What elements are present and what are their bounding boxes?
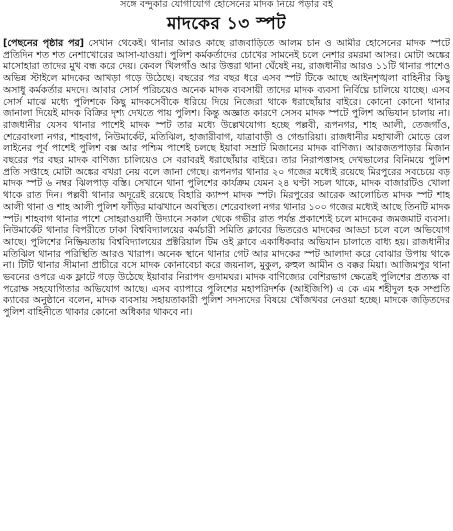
- continued-from-label: [পেছনের পৃষ্ঠার পর]: [3, 38, 84, 49]
- previous-article-cut-line: সঙ্গে বন্দুকার যোগাযোগ হোসেনের মাদক নিয়ে পড়ার বই: [120, 0, 333, 10]
- article-body: [3, 38, 450, 530]
- article-headline: মাদকের ১৩ স্পট: [166, 14, 287, 34]
- article-text: সেখান থেকেই। থানার আরও কাছে রাজবাড়িতে আলম চান ও আমীর হোসেনের মাদক স্পটে প্রতিদিন শত শত নেশাখোরের আসা-যাওয়া। পুলিশ কর্মকর্তাদের চোখের সামনেই চলে নেশার রমরমা আসর। মোটা অঙ্কের মাসোহারা তাদের মুখ বন্ধ করে দেয়। কেবল খিলগাঁও আর উত্তরা থানা ঘেঁষেই নয়, রাজধানীর আরও ১১টি থানার পাশেও অভিন্ন স্টাইলে মাদকের আখড়া গড়ে উঠেছে। বছরের পর বছর ধরে এসব স্পট টিকে আছে আইনশৃঙ্খলা বাহিনীর কিছু অসাধু কর্মকর্তার মদদে। আবার সোর্স পরিচয়েও অনেক মাদক ব্যবসায়ী তাদের মাদক ব্যবসা নির্বিঘ্নে চালিয়ে যাচ্ছে। এসব সোর্স মাঝে মধ্যে পুলিশকে কিছু মাদকসেবীকে ধরিয়ে দিয়ে নিজেরা থাকে ধরাছোঁয়ার বাইরে। কোনো কোনো থানার জানালা দিয়েই মাদক বিক্রির দৃশ্য দেখতে পায় পুলিশ। কিন্তু অজ্ঞাত কারণে সেসব মাদক স্পটে পুলিশ অভিযান চালায় না। রাজধানীর যেসব থানার পাশেই মাদক স্পট তার মধ্যে উল্লেখযোগ্য হচ্ছে পল্লবী, রূপনগর, শাহ আলী, তেজগাঁও, শেরেবাংলা নগর, শাহবাগ, নিউমার্কেট, মতিঝিল, হাজারীবাগ, যাত্রাবাড়ী ও গেন্ডারিয়া। রাজধানীর মহাখালী মোড়ে রেল লাইনের পূর্ব পাশেই পুলিশ বক্স আর পশ্চিম পাশেই চলছে ইয়াবা সম্রাট মিজানের মাদক বাণিজ্য। আরজতপাড়ার মিজান বছরের পর বছর মাদক বাণিজ্য চালিয়েও সে বরাবরই ধরাছোঁয়ার বাইরে। তার নিরাপত্তাসহ দেখভালের বিনিময়ে পুলিশ প্রতি সপ্তাহে মোটা অঙ্কের বখরা নেয় বলে জানা গেছে। রূপনগর থানার ২০ গজের মধ্যেই রয়েছে মিরপুরের সবচেয়ে বড় মাদক স্পট ৬ নম্বর ঝিলপাড় বস্তি। সেখানে থানা পুলিশের কার্যক্রম যেমন ২৪ ঘণ্টা সচল থাকে, মাদক বাজারটিও খোলা থাকে রাত দিন। পল্লবী থানার অদূরেই রয়েছে বিহারি ক্যাম্প মাদক স্পট। মিরপুরের আরেক আলোচিত মাদক স্পট শাহ আলী থানা ও শাহ আলী পুলিশ ফাঁড়ির মাঝখানে অবস্থিত। শেরেবাংলা নগর থানার ১০০ গজের মধ্যেই আছে তিনটি মাদক স্পট। শাহবাগ থানার পাশে সোহরাওয়ার্দী উদ্যানে সকাল থেকে গভীর রাত পর্যন্ত প্রকাশ্যেই চলে মাদকের জমজমাট ব্যবসা। নিউমার্কেট থানার বিপরীতে ঢাকা বিশ্ববিদ্যালয়ের কর্মচারী সমিতি ক্লাবের ভিতরেও মাদকের আড্ডা চলে বলে অভিযোগ আছে। পুলিশের নিষ্ক্রিয়তায় বিশ্ববিদ্যালয়ের প্রক্টরিয়াল টিম ওই ক্লাবে একাধিকবার অভিযান চালাতে বাধ্য হয়। রাজধানীর মতিঝিল থানার পরিস্থিতি আরও খারাপ। অনেক স্থানে থানার গেট আর মাদকের স্পট আলাদা করে বোঝার উপায় থাকে না। টিটি থানার সীমানা প্রাচীরে বসে মাদক কোনাবেচা করে জয়নাল, মুকুল, রুহুল আমীন ও বক্কর মিয়া। আজিমপুর থানা ভবনের ওপরে এক ফ্লাটে গড়ে উঠেছে ইয়াবার নিরাপদ গুদামঘর। মাদক বাণিজ্যের বেশিরভাগ ক্ষেত্রেই পুলিশের প্রত্যক্ষ বা পরোক্ষ সহযোগিতার অভিযোগ আছে। এসব ব্যাপারে পুলিশের মহাপরিদর্শক (আইজিপি) এ কে এম শহীদুল হক সম্প্রতি ক্যাবের অনুষ্ঠানে বলেন, মাদক ব্যবসায় সহায়তাকারী পুলিশ সদস্যদের বিষয়ে খোঁজখবর নেওয়া হচ্ছে। মাদকে জড়িতদের পুলিশ বাহিনীতে থাকার কোনো অধিকার থাকবে না।: [3, 38, 450, 319]
